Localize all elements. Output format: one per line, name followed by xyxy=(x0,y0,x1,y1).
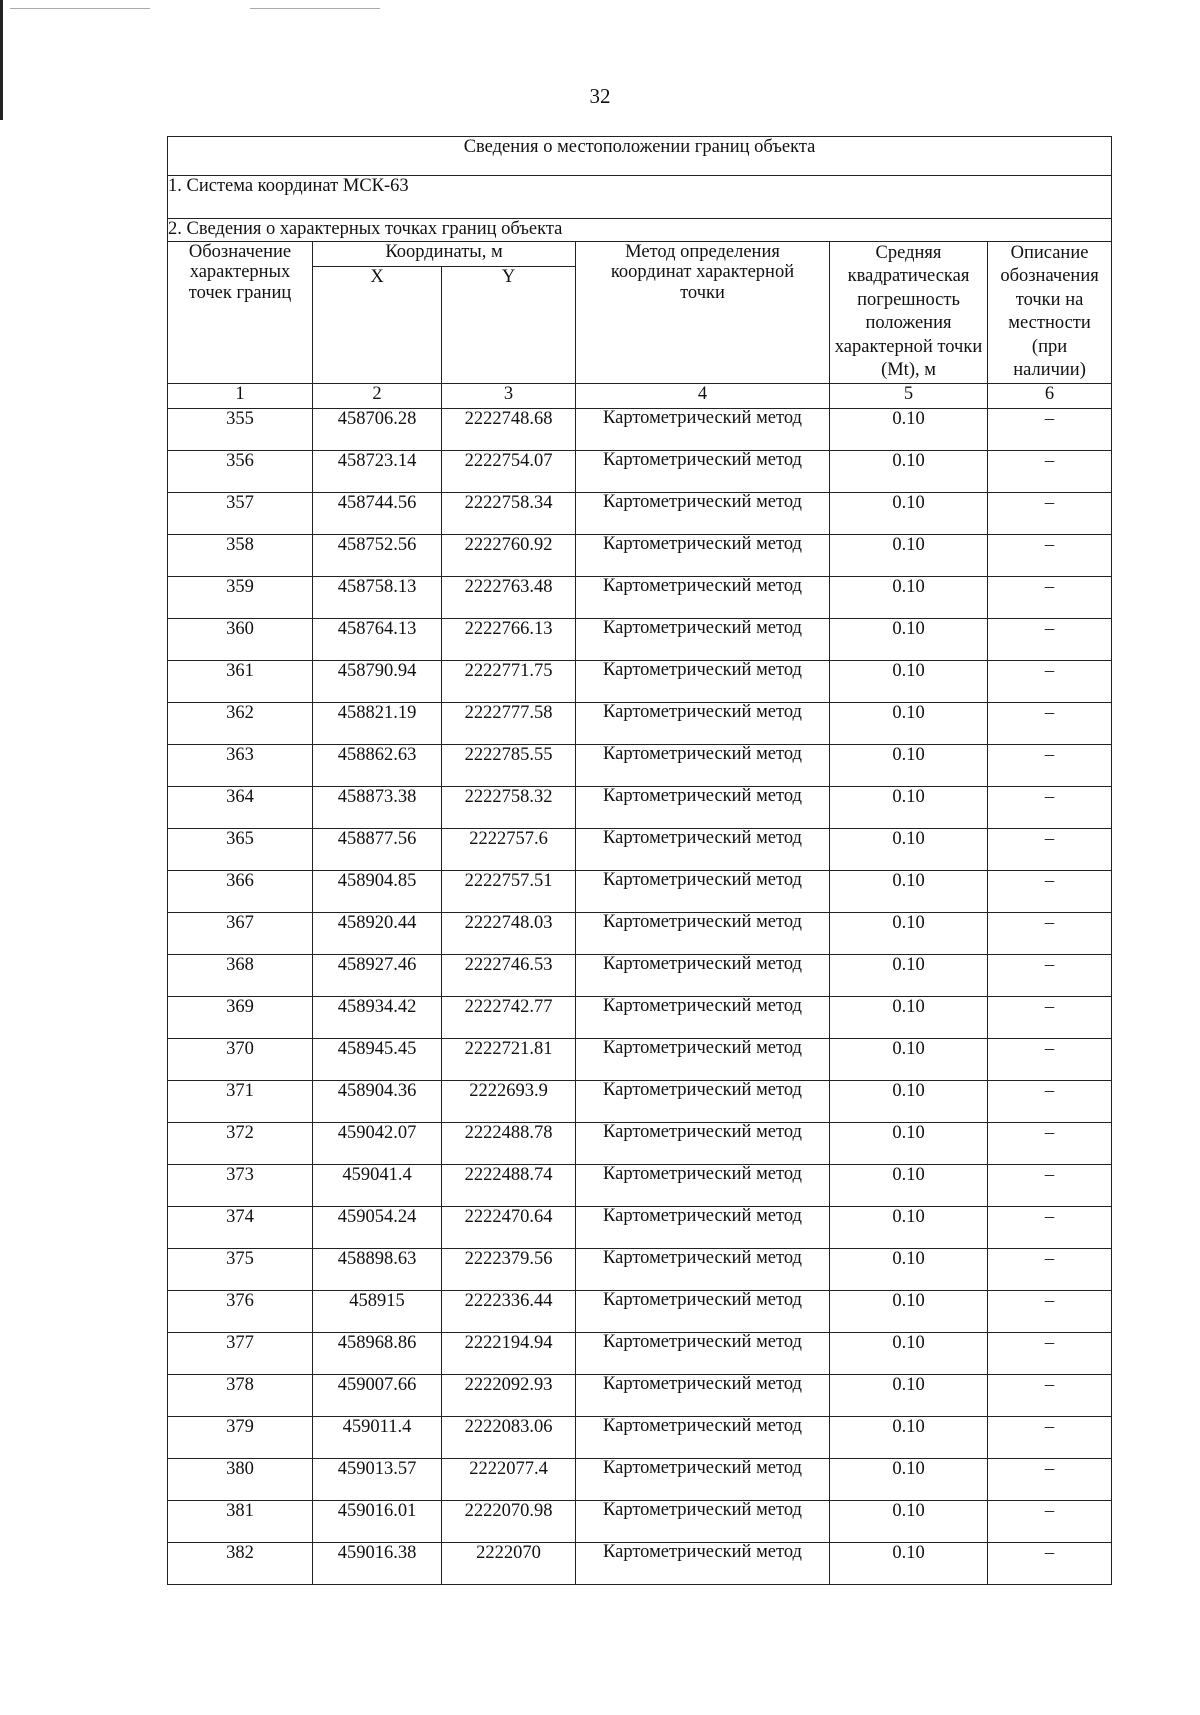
table-row xyxy=(168,1123,1112,1165)
y-coordinate-cell: 2222757.51 xyxy=(442,871,576,913)
y-coordinate-cell: 2222470.64 xyxy=(442,1207,576,1249)
y-coordinate-cell: 2222758.32 xyxy=(442,787,576,829)
description-cell: – xyxy=(988,871,1112,913)
method-cell: Картометрический метод xyxy=(576,1501,830,1543)
x-coordinate-cell: 458758.13 xyxy=(313,577,442,619)
error-cell: 0.10 xyxy=(830,703,988,745)
error-cell: 0.10 xyxy=(830,1165,988,1207)
column-number: 6 xyxy=(988,384,1112,409)
method-cell: Картометрический метод xyxy=(576,997,830,1039)
y-coordinate-cell: 2222746.53 xyxy=(442,955,576,997)
x-coordinate-cell: 459054.24 xyxy=(313,1207,442,1249)
point-id-cell: 380 xyxy=(168,1459,313,1501)
error-cell: 0.10 xyxy=(830,1501,988,1543)
point-id-cell: 361 xyxy=(168,661,313,703)
method-cell: Картометрический метод xyxy=(576,1459,830,1501)
table-row xyxy=(168,661,1112,703)
description-cell: – xyxy=(988,577,1112,619)
header-description: Описание обозначения точки на местности (при наличии) xyxy=(988,242,1112,384)
table-row xyxy=(168,997,1112,1039)
x-coordinate-cell: 459041.4 xyxy=(313,1165,442,1207)
description-cell: – xyxy=(988,1417,1112,1459)
method-cell: Картометрический метод xyxy=(576,787,830,829)
description-cell: – xyxy=(988,1375,1112,1417)
column-number: 1 xyxy=(168,384,313,409)
error-cell: 0.10 xyxy=(830,1081,988,1123)
point-id-cell: 364 xyxy=(168,787,313,829)
error-cell: 0.10 xyxy=(830,745,988,787)
error-cell: 0.10 xyxy=(830,787,988,829)
x-coordinate-cell: 459007.66 xyxy=(313,1375,442,1417)
point-id-cell: 372 xyxy=(168,1123,313,1165)
method-cell: Картометрический метод xyxy=(576,1543,830,1585)
y-coordinate-cell: 2222777.58 xyxy=(442,703,576,745)
description-cell: – xyxy=(988,1039,1112,1081)
y-coordinate-cell: 2222077.4 xyxy=(442,1459,576,1501)
point-id-cell: 381 xyxy=(168,1501,313,1543)
error-cell: 0.10 xyxy=(830,619,988,661)
error-cell: 0.10 xyxy=(830,1291,988,1333)
table-row xyxy=(168,1375,1112,1417)
method-cell: Картометрический метод xyxy=(576,1333,830,1375)
description-cell: – xyxy=(988,1249,1112,1291)
y-coordinate-cell: 2222760.92 xyxy=(442,535,576,577)
table-row xyxy=(168,1459,1112,1501)
description-cell: – xyxy=(988,1165,1112,1207)
table-row xyxy=(168,829,1112,871)
point-id-cell: 358 xyxy=(168,535,313,577)
x-coordinate-cell: 458915 xyxy=(313,1291,442,1333)
point-id-cell: 375 xyxy=(168,1249,313,1291)
error-cell: 0.10 xyxy=(830,913,988,955)
x-coordinate-cell: 459042.07 xyxy=(313,1123,442,1165)
method-cell: Картометрический метод xyxy=(576,829,830,871)
method-cell: Картометрический метод xyxy=(576,1417,830,1459)
header-method: Метод определения координат характерной точки xyxy=(576,242,830,384)
table-title: Сведения о местоположении границ объекта xyxy=(168,137,1112,176)
method-cell: Картометрический метод xyxy=(576,619,830,661)
y-coordinate-cell: 2222092.93 xyxy=(442,1375,576,1417)
description-cell: – xyxy=(988,1291,1112,1333)
method-cell: Картометрический метод xyxy=(576,913,830,955)
y-coordinate-cell: 2222721.81 xyxy=(442,1039,576,1081)
table-row xyxy=(168,409,1112,451)
error-cell: 0.10 xyxy=(830,1039,988,1081)
x-coordinate-cell: 459013.57 xyxy=(313,1459,442,1501)
point-id-cell: 368 xyxy=(168,955,313,997)
x-coordinate-cell: 458821.19 xyxy=(313,703,442,745)
method-cell: Картометрический метод xyxy=(576,1081,830,1123)
table-row xyxy=(168,955,1112,997)
table-row xyxy=(168,1081,1112,1123)
description-cell: – xyxy=(988,787,1112,829)
x-coordinate-cell: 458706.28 xyxy=(313,409,442,451)
y-coordinate-cell: 2222336.44 xyxy=(442,1291,576,1333)
x-coordinate-cell: 458790.94 xyxy=(313,661,442,703)
y-coordinate-cell: 2222771.75 xyxy=(442,661,576,703)
y-coordinate-cell: 2222488.78 xyxy=(442,1123,576,1165)
y-coordinate-cell: 2222379.56 xyxy=(442,1249,576,1291)
description-cell: – xyxy=(988,1123,1112,1165)
description-cell: – xyxy=(988,745,1112,787)
error-cell: 0.10 xyxy=(830,535,988,577)
point-id-cell: 369 xyxy=(168,997,313,1039)
point-id-cell: 370 xyxy=(168,1039,313,1081)
description-cell: – xyxy=(988,955,1112,997)
x-coordinate-cell: 458934.42 xyxy=(313,997,442,1039)
point-id-cell: 362 xyxy=(168,703,313,745)
description-cell: – xyxy=(988,913,1112,955)
description-cell: – xyxy=(988,997,1112,1039)
method-cell: Картометрический метод xyxy=(576,955,830,997)
description-cell: – xyxy=(988,451,1112,493)
x-coordinate-cell: 459016.01 xyxy=(313,1501,442,1543)
column-number: 3 xyxy=(442,384,576,409)
error-cell: 0.10 xyxy=(830,955,988,997)
boundary-points-table xyxy=(167,136,1112,1585)
table-row xyxy=(168,1501,1112,1543)
table-row xyxy=(168,703,1112,745)
method-cell: Картометрический метод xyxy=(576,1207,830,1249)
description-cell: – xyxy=(988,1333,1112,1375)
description-cell: – xyxy=(988,619,1112,661)
method-cell: Картометрический метод xyxy=(576,661,830,703)
table-row xyxy=(168,1249,1112,1291)
x-coordinate-cell: 459016.38 xyxy=(313,1543,442,1585)
x-coordinate-cell: 458904.36 xyxy=(313,1081,442,1123)
point-id-cell: 373 xyxy=(168,1165,313,1207)
table-row xyxy=(168,913,1112,955)
method-cell: Картометрический метод xyxy=(576,1291,830,1333)
table-row xyxy=(168,745,1112,787)
x-coordinate-cell: 458927.46 xyxy=(313,955,442,997)
table-row xyxy=(168,451,1112,493)
method-cell: Картометрический метод xyxy=(576,409,830,451)
x-coordinate-cell: 458723.14 xyxy=(313,451,442,493)
method-cell: Картометрический метод xyxy=(576,745,830,787)
x-coordinate-cell: 459011.4 xyxy=(313,1417,442,1459)
point-id-cell: 365 xyxy=(168,829,313,871)
table-row xyxy=(168,577,1112,619)
point-id-cell: 355 xyxy=(168,409,313,451)
scan-artifact-line xyxy=(10,8,150,9)
y-coordinate-cell: 2222766.13 xyxy=(442,619,576,661)
x-coordinate-cell: 458764.13 xyxy=(313,619,442,661)
coordinate-system: 1. Система координат МСК-63 xyxy=(168,176,1112,219)
table-row xyxy=(168,1207,1112,1249)
point-id-cell: 367 xyxy=(168,913,313,955)
table-row xyxy=(168,871,1112,913)
description-cell: – xyxy=(988,1501,1112,1543)
error-cell: 0.10 xyxy=(830,829,988,871)
point-id-cell: 374 xyxy=(168,1207,313,1249)
point-id-cell: 360 xyxy=(168,619,313,661)
table-row xyxy=(168,1333,1112,1375)
error-cell: 0.10 xyxy=(830,997,988,1039)
y-coordinate-cell: 2222758.34 xyxy=(442,493,576,535)
point-id-cell: 379 xyxy=(168,1417,313,1459)
y-coordinate-cell: 2222763.48 xyxy=(442,577,576,619)
table-row xyxy=(168,1543,1112,1585)
error-cell: 0.10 xyxy=(830,1543,988,1585)
y-coordinate-cell: 2222488.74 xyxy=(442,1165,576,1207)
error-cell: 0.10 xyxy=(830,493,988,535)
point-id-cell: 356 xyxy=(168,451,313,493)
point-id-cell: 366 xyxy=(168,871,313,913)
y-coordinate-cell: 2222748.03 xyxy=(442,913,576,955)
table-row xyxy=(168,1165,1112,1207)
x-coordinate-cell: 458968.86 xyxy=(313,1333,442,1375)
y-coordinate-cell: 2222070.98 xyxy=(442,1501,576,1543)
x-coordinate-cell: 458873.38 xyxy=(313,787,442,829)
error-cell: 0.10 xyxy=(830,1123,988,1165)
error-cell: 0.10 xyxy=(830,1417,988,1459)
method-cell: Картометрический метод xyxy=(576,1249,830,1291)
points-section-title: 2. Сведения о характерных точках границ объекта xyxy=(168,219,1112,242)
page-number: 32 xyxy=(589,84,611,108)
x-coordinate-cell: 458862.63 xyxy=(313,745,442,787)
x-coordinate-cell: 458752.56 xyxy=(313,535,442,577)
method-cell: Картометрический метод xyxy=(576,1123,830,1165)
scan-artifact-line xyxy=(250,8,380,9)
error-cell: 0.10 xyxy=(830,661,988,703)
y-coordinate-cell: 2222748.68 xyxy=(442,409,576,451)
description-cell: – xyxy=(988,661,1112,703)
description-cell: – xyxy=(988,703,1112,745)
error-cell: 0.10 xyxy=(830,1333,988,1375)
y-coordinate-cell: 2222754.07 xyxy=(442,451,576,493)
method-cell: Картометрический метод xyxy=(576,1165,830,1207)
method-cell: Картометрический метод xyxy=(576,1375,830,1417)
error-cell: 0.10 xyxy=(830,577,988,619)
x-coordinate-cell: 458920.44 xyxy=(313,913,442,955)
point-id-cell: 377 xyxy=(168,1333,313,1375)
column-number: 4 xyxy=(576,384,830,409)
y-coordinate-cell: 2222757.6 xyxy=(442,829,576,871)
x-coordinate-cell: 458898.63 xyxy=(313,1249,442,1291)
y-coordinate-cell: 2222083.06 xyxy=(442,1417,576,1459)
error-cell: 0.10 xyxy=(830,1207,988,1249)
header-designation: Обозначение характерных точек границ xyxy=(168,242,313,384)
method-cell: Картометрический метод xyxy=(576,703,830,745)
error-cell: 0.10 xyxy=(830,409,988,451)
table-row xyxy=(168,619,1112,661)
error-cell: 0.10 xyxy=(830,871,988,913)
y-coordinate-cell: 2222785.55 xyxy=(442,745,576,787)
description-cell: – xyxy=(988,535,1112,577)
error-cell: 0.10 xyxy=(830,451,988,493)
header-error: Средняя квадратическая погрешность положения характерной точки (Mt), м xyxy=(830,242,988,384)
description-cell: – xyxy=(988,829,1112,871)
x-coordinate-cell: 458877.56 xyxy=(313,829,442,871)
point-id-cell: 382 xyxy=(168,1543,313,1585)
table-row xyxy=(168,1291,1112,1333)
error-cell: 0.10 xyxy=(830,1249,988,1291)
point-id-cell: 359 xyxy=(168,577,313,619)
description-cell: – xyxy=(988,1459,1112,1501)
y-coordinate-cell: 2222070 xyxy=(442,1543,576,1585)
point-id-cell: 371 xyxy=(168,1081,313,1123)
y-coordinate-cell: 2222693.9 xyxy=(442,1081,576,1123)
table-row xyxy=(168,493,1112,535)
error-cell: 0.10 xyxy=(830,1375,988,1417)
method-cell: Картометрический метод xyxy=(576,535,830,577)
header-y: Y xyxy=(442,267,576,384)
description-cell: – xyxy=(988,1543,1112,1585)
y-coordinate-cell: 2222194.94 xyxy=(442,1333,576,1375)
x-coordinate-cell: 458945.45 xyxy=(313,1039,442,1081)
method-cell: Картометрический метод xyxy=(576,577,830,619)
description-cell: – xyxy=(988,493,1112,535)
method-cell: Картометрический метод xyxy=(576,871,830,913)
point-id-cell: 357 xyxy=(168,493,313,535)
description-cell: – xyxy=(988,409,1112,451)
x-coordinate-cell: 458904.85 xyxy=(313,871,442,913)
method-cell: Картометрический метод xyxy=(576,451,830,493)
description-cell: – xyxy=(988,1207,1112,1249)
header-coordinates: Координаты, м xyxy=(313,242,576,267)
point-id-cell: 363 xyxy=(168,745,313,787)
point-id-cell: 376 xyxy=(168,1291,313,1333)
description-cell: – xyxy=(988,1081,1112,1123)
method-cell: Картометрический метод xyxy=(576,493,830,535)
table-row xyxy=(168,535,1112,577)
header-x: X xyxy=(313,267,442,384)
y-coordinate-cell: 2222742.77 xyxy=(442,997,576,1039)
table-row xyxy=(168,787,1112,829)
method-cell: Картометрический метод xyxy=(576,1039,830,1081)
error-cell: 0.10 xyxy=(830,1459,988,1501)
x-coordinate-cell: 458744.56 xyxy=(313,493,442,535)
column-number: 2 xyxy=(313,384,442,409)
point-id-cell: 378 xyxy=(168,1375,313,1417)
table-row xyxy=(168,1417,1112,1459)
column-number: 5 xyxy=(830,384,988,409)
table-row xyxy=(168,1039,1112,1081)
